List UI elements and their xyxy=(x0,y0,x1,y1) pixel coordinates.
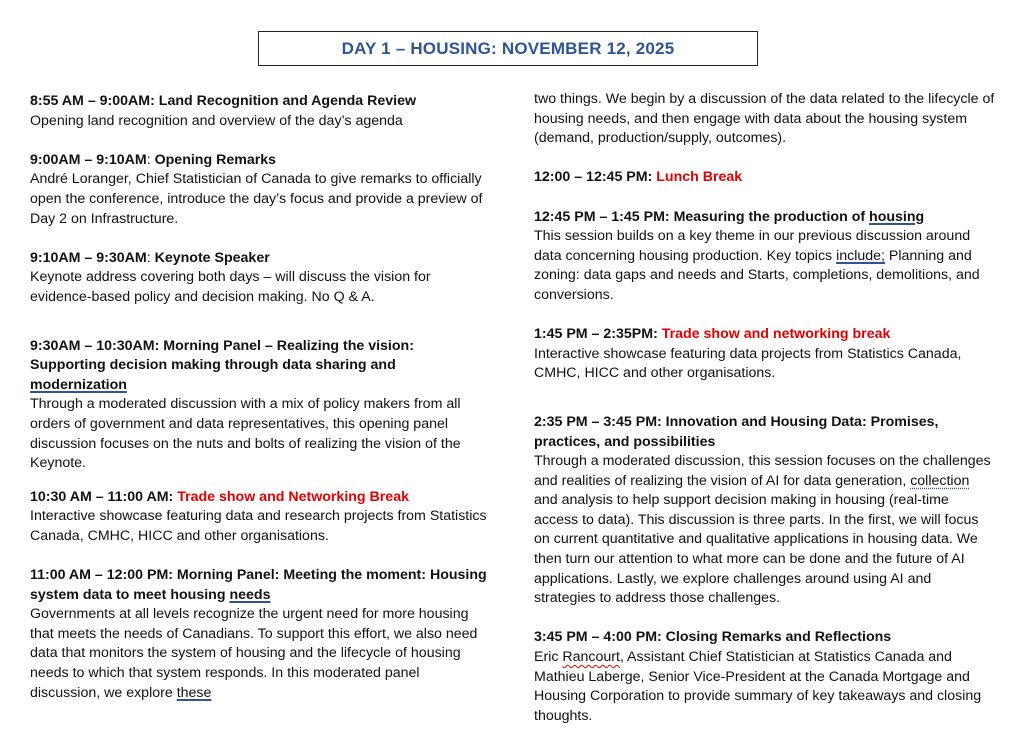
spellcheck-underlined-word: needs xyxy=(229,586,271,603)
session-title: Land Recognition and Agenda Review xyxy=(154,93,417,109)
session-title: 12:45 PM – 1:45 PM: Measuring the production of xyxy=(534,208,870,225)
spellcheck-underlined-word: include; xyxy=(836,247,885,264)
session-opening-remarks xyxy=(30,151,492,229)
session-description xyxy=(30,605,492,703)
session-description: Opening land recognition and overview of the day’s agenda xyxy=(30,112,403,129)
session-lunch xyxy=(534,168,996,188)
session-title: Keynote Speaker xyxy=(150,249,270,266)
session-title: 11:00 AM – 12:00 PM: Morning Panel: Meeting the moment: Housing system data to meet housing xyxy=(30,567,487,603)
session-title: 3:45 PM – 4:00 PM: Closing Remarks and Reflections xyxy=(534,629,892,646)
session-time: 8:55 AM – 9:00AM: xyxy=(30,93,155,109)
right-column xyxy=(534,90,996,726)
session-time: 1:45 PM – 2:35PM: xyxy=(534,326,658,343)
session-trade-show-1 xyxy=(30,488,492,547)
session-title: Opening Remarks xyxy=(150,151,277,168)
session-description: André Loranger, Chief Statistician of Canada to give remarks to officially open the conference, introduce the day’s focus and provide a preview of Day 2 on Infrastructure. xyxy=(30,171,483,227)
session-title: 9:30AM – 10:30AM: Morning Panel – Realizing the vision: Supporting decision making through data sharing and xyxy=(30,337,414,374)
spellcheck-underlined-word: collection xyxy=(910,472,970,489)
session-description xyxy=(534,648,996,726)
session-description-text: This session builds on a key theme in our previous discussion around data concerning housing production. Key topics xyxy=(534,228,971,264)
session-description: Keynote address covering both days – will discuss the vision for evidence-based policy and decision making. No Q & A. xyxy=(30,269,431,305)
session-description-text: Eric xyxy=(534,649,563,666)
session-description xyxy=(534,452,996,609)
colon: : xyxy=(146,151,151,168)
session-land-recognition xyxy=(30,92,492,131)
session-morning-panel-vision xyxy=(30,337,492,474)
left-column xyxy=(30,92,492,703)
spellcheck-underlined-word: housing xyxy=(869,208,925,225)
session-description: Interactive showcase featuring data projects from Statistics Canada, CMHC, HICC and other organisations. xyxy=(534,345,962,382)
session-time: 10:30 AM – 11:00 AM: xyxy=(30,488,174,505)
session-description-text: Planning and zoning: data gaps and needs and Starts, completions, demolitions, and conversions. xyxy=(534,247,980,303)
session-production-housing xyxy=(534,208,996,306)
session-title-red: Trade show and networking break xyxy=(657,326,891,343)
session-description: Interactive showcase featuring data and research projects from Statistics Canada, CMHC, HICC and other organisations. xyxy=(30,508,487,544)
spellcheck-underlined-word: these xyxy=(176,684,212,701)
session-closing-remarks xyxy=(534,628,996,726)
session-description-text: and analysis to help support decision making in housing (real-time access to data). This discussion is three parts. In the first, we will focus on current quantitative and qualitative applications in housing data. We then turn our attention to what more can be done and the future of AI applications. Lastly, we explore challenges around using AI and strategies to address those challenges. xyxy=(534,492,979,607)
spellcheck-underlined-word: Rancourt xyxy=(562,649,620,666)
session-title-red: Lunch Break xyxy=(652,169,743,186)
session-title-red: Trade show and Networking Break xyxy=(173,488,409,505)
continued-description: two things. We begin by a discussion of the data related to the lifecycle of housing needs, and then engage with data about the housing system (demand, production/supply, outcomes). xyxy=(534,91,995,147)
spellcheck-underlined-word: modernization xyxy=(30,376,127,393)
session-time: 9:00AM – 9:10AM xyxy=(30,151,147,168)
colon: : xyxy=(146,249,151,266)
session-time: 9:10AM – 9:30AM xyxy=(30,249,147,266)
session-description-text: , Assistant Chief Statistician at Statistics Canada and Mathieu Laberge, Senior Vice-President at the Canada Mortgage and Housing Corporation to provide summary of key takeaways and closing thoughts. xyxy=(534,649,982,724)
session-title: 2:35 PM – 3:45 PM: Innovation and Housing Data: Promises, practices, and possibilities xyxy=(534,413,939,450)
session-time: 12:00 – 12:45 PM: xyxy=(534,169,653,186)
session-innovation-ai xyxy=(534,413,996,609)
session-description: Through a moderated discussion with a mix of policy makers from all orders of government and data representatives, this opening panel discussion focuses on the nuts and bolts of realizing the vision of the Keynote. xyxy=(30,396,461,472)
session-trade-show-2 xyxy=(534,325,996,384)
session-description xyxy=(534,227,996,305)
page-title: DAY 1 – HOUSING: NOVEMBER 12, 2025 xyxy=(341,38,675,58)
session-description-text: Through a moderated discussion, this session focuses on the challenges and realities of realizing the vision of AI for data generation, xyxy=(534,453,991,489)
page-title-box xyxy=(258,31,758,66)
session-description-text: Governments at all levels recognize the urgent need for more housing that meets the needs of Canadians. To support this effort, we also need data that monitors the system of housing and the lifecycle of housing needs to which that system responds. In this moderated panel discussion, we explore xyxy=(30,606,478,701)
session-morning-panel-moment xyxy=(30,566,492,703)
session-keynote xyxy=(30,249,492,308)
